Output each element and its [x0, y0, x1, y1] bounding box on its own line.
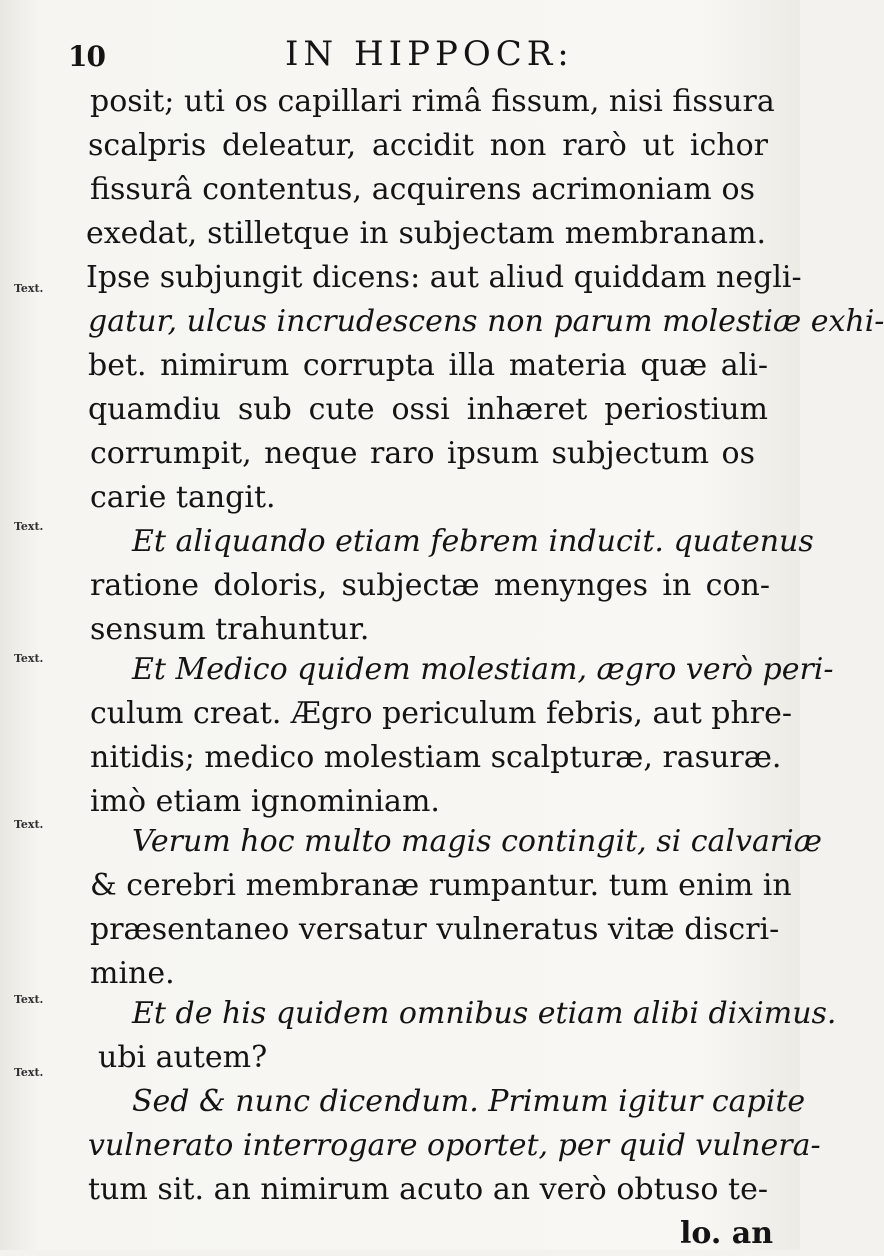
- text-line: quamdiu sub cute ossi inhæret periostium: [88, 392, 768, 427]
- margin-note: Text.: [14, 520, 44, 533]
- text-line: præsentaneo versatur vulneratus vitæ discri-: [90, 912, 780, 947]
- text-line: tum sit. an nimirum acuto an verò obtuso te-: [88, 1172, 768, 1207]
- text-line: scalpris deleatur, accidit non rarò ut ichor: [88, 128, 768, 163]
- text-line: imò etiam ignominiam.: [90, 784, 440, 819]
- catchword: lo. an: [680, 1216, 774, 1251]
- text-line: Et de his quidem omnibus etiam alibi diximus.: [132, 996, 837, 1031]
- text-line: corrumpit, neque raro ipsum subjectum os: [90, 436, 755, 471]
- text-line: Sed & nunc dicendum. Primum igitur capite: [132, 1084, 806, 1119]
- text-line: Et aliquando etiam febrem inducit. quatenus: [132, 524, 814, 559]
- text-line: culum creat. Ægro periculum febris, aut phre-: [90, 696, 793, 731]
- text-line: & cerebri membranæ rumpantur. tum enim in: [90, 868, 792, 903]
- text-line: mine.: [90, 956, 175, 991]
- margin-note: Text.: [14, 282, 44, 295]
- text-line: gatur, ulcus incrudescens non parum molestiæ exhi-: [88, 304, 884, 339]
- text-line: carie tangit.: [90, 480, 276, 515]
- margin-note: Text.: [14, 1066, 44, 1079]
- page-number: 10: [68, 40, 105, 73]
- text-line: ubi autem?: [98, 1040, 268, 1075]
- text-line: posit; uti os capillari rimâ fissum, nisi fissura: [90, 84, 775, 119]
- text-line: sensum trahuntur.: [90, 612, 370, 647]
- running-head: IN HIPPOCR:: [285, 34, 574, 74]
- text-line: vulnerato interrogare oportet, per quid vulnera-: [88, 1128, 821, 1163]
- margin-note: Text.: [14, 993, 44, 1006]
- text-line: ratione doloris, subjectæ menynges in con-: [90, 568, 770, 603]
- text-line: nitidis; medico molestiam scalpturæ, rasuræ.: [90, 740, 782, 775]
- margin-note: Text.: [14, 652, 44, 665]
- text-line: exedat, stilletque in subjectam membranam.: [86, 216, 766, 251]
- margin-note: Text.: [14, 818, 44, 831]
- text-line: fissurâ contentus, acquirens acrimoniam os: [90, 172, 755, 207]
- text-line: Verum hoc multo magis contingit, si calvariæ: [132, 824, 822, 859]
- text-line: Et Medico quidem molestiam, ægro verò peri-: [132, 652, 834, 687]
- page-header: [0, 30, 800, 80]
- text-line: bet. nimirum corrupta illa materia quæ ali-: [88, 348, 768, 383]
- text-line: Ipse subjungit dicens: aut aliud quiddam negli-: [86, 260, 802, 295]
